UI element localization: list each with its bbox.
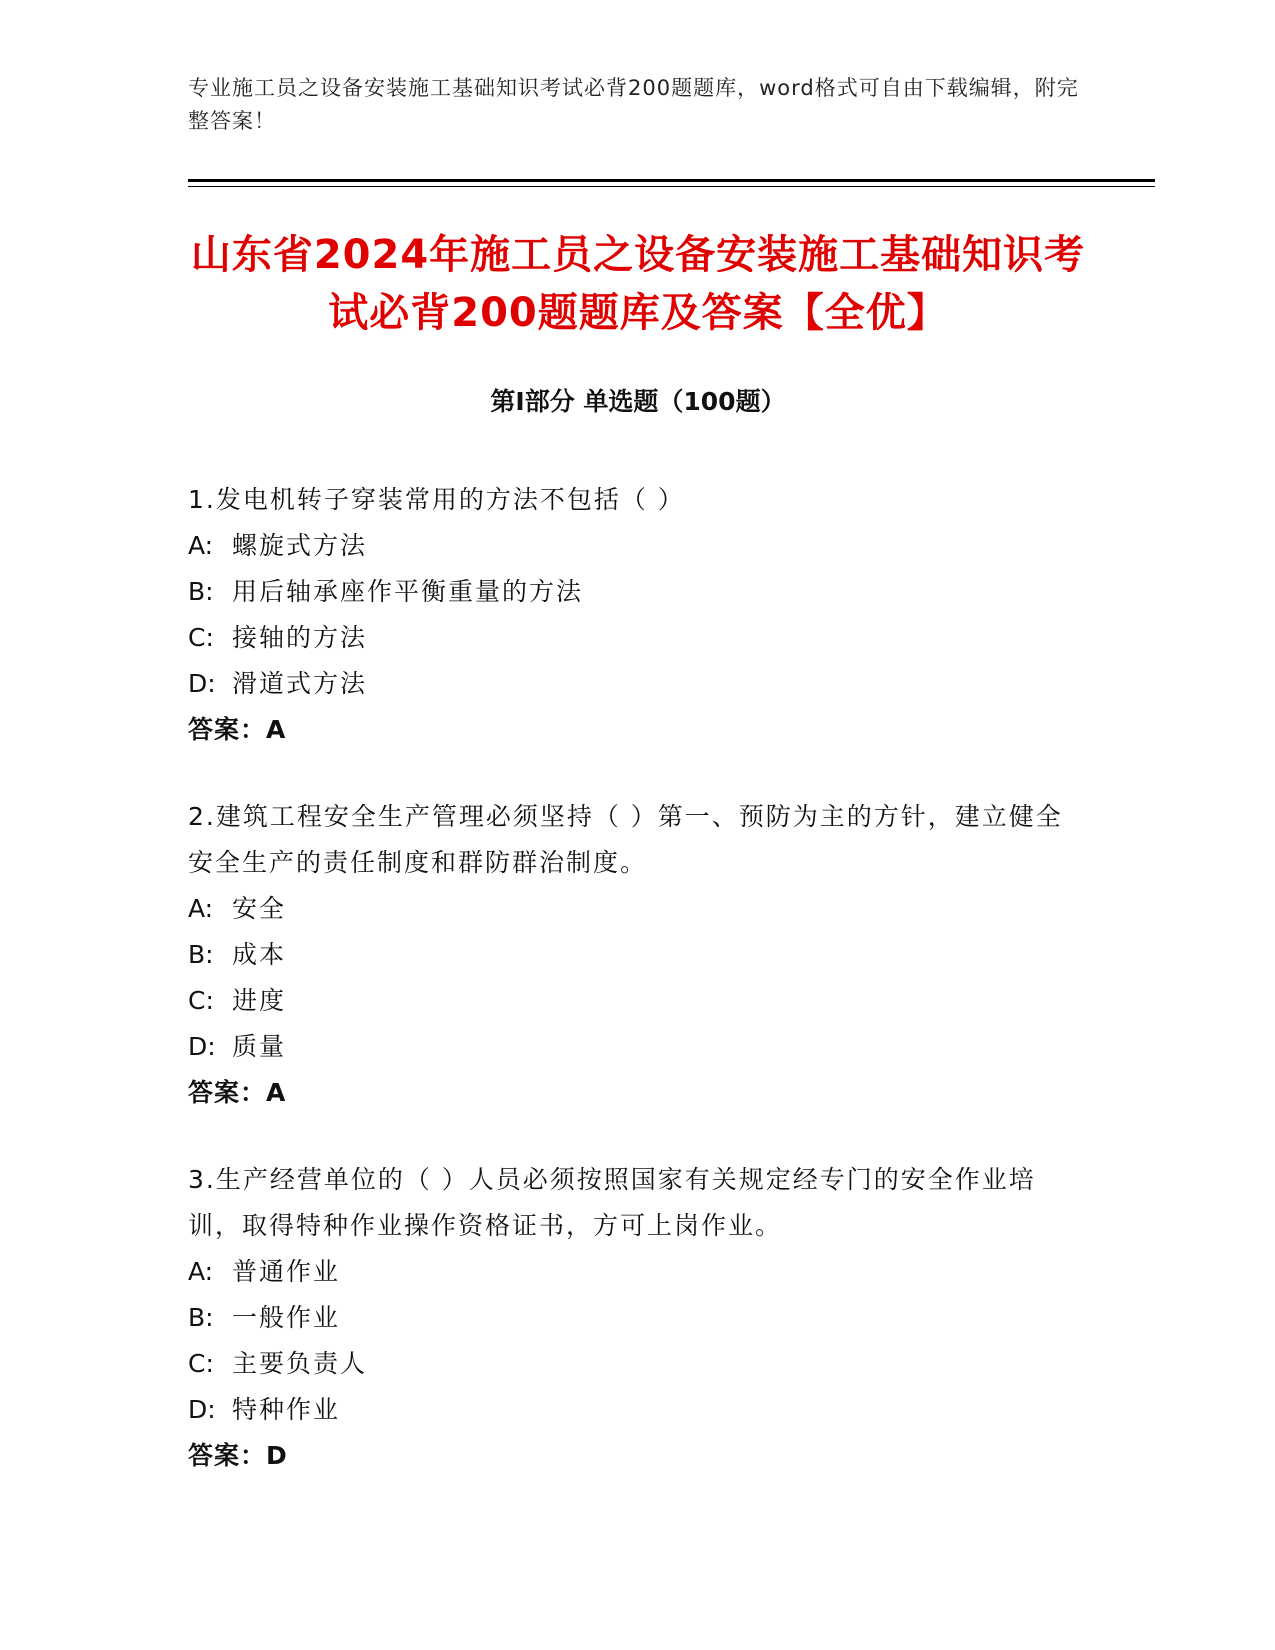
option-key: C: <box>188 986 214 1015</box>
option-key: A: <box>188 531 214 560</box>
option-text: 螺旋式方法 <box>232 531 368 560</box>
option-text: 质量 <box>232 1032 287 1061</box>
option-key: B: <box>188 1303 214 1332</box>
section-heading: 第I部分 单选题（100题） <box>490 387 786 416</box>
option-key: D: <box>188 669 216 698</box>
question-stem: 3.生产经营单位的（ ）人员必须按照国家有关规定经专门的安全作业培训，取得特种作业操作资格证书，方可上岗作业。 <box>188 1165 1036 1240</box>
option-key: C: <box>188 1349 214 1378</box>
option-text: 成本 <box>232 940 287 969</box>
option-key: A: <box>188 1257 214 1286</box>
option-a <box>188 1249 1088 1295</box>
option-key: B: <box>188 577 214 606</box>
option-b <box>188 932 1088 978</box>
option-text: 安全 <box>232 894 287 923</box>
option-text: 用后轴承座作平衡重量的方法 <box>232 577 584 606</box>
option-key: D: <box>188 1395 216 1424</box>
option-b <box>188 569 1088 615</box>
option-c <box>188 978 1088 1024</box>
option-key: C: <box>188 623 214 652</box>
question-stem: 1.发电机转子穿装常用的方法不包括（ ） <box>188 485 685 514</box>
question-3 <box>188 1157 1088 1479</box>
option-text: 主要负责人 <box>232 1349 368 1378</box>
question-1 <box>188 477 1088 753</box>
answer-line: 答案：A <box>188 1078 287 1107</box>
header-note: 专业施工员之设备安装施工基础知识考试必背200题题库，word格式可自由下载编辑，附完整答案！ <box>188 76 1079 133</box>
option-c <box>188 1341 1088 1387</box>
option-text: 特种作业 <box>232 1395 341 1424</box>
question-list <box>188 477 1088 1520</box>
option-text: 一般作业 <box>232 1303 341 1332</box>
question-stem: 2.建筑工程安全生产管理必须坚持（ ）第一、预防为主的方针，建立健全安全生产的责任制度和群防群治制度。 <box>188 802 1063 877</box>
header-rule-thick <box>188 179 1155 182</box>
option-a <box>188 523 1088 569</box>
document-title: 山东省2024年施工员之设备安装施工基础知识考试必背200题题库及答案【全优】 <box>190 232 1086 336</box>
answer-line: 答案：A <box>188 715 287 744</box>
option-key: A: <box>188 894 214 923</box>
answer-line: 答案：D <box>188 1441 288 1470</box>
option-text: 普通作业 <box>232 1257 341 1286</box>
option-d <box>188 1024 1088 1070</box>
option-text: 滑道式方法 <box>232 669 368 698</box>
option-d <box>188 1387 1088 1433</box>
option-key: D: <box>188 1032 216 1061</box>
option-c <box>188 615 1088 661</box>
option-d <box>188 661 1088 707</box>
question-2 <box>188 794 1088 1116</box>
option-b <box>188 1295 1088 1341</box>
option-text: 进度 <box>232 986 287 1015</box>
option-text: 接轴的方法 <box>232 623 368 652</box>
option-a <box>188 886 1088 932</box>
header-rule-thin <box>188 186 1155 187</box>
option-key: B: <box>188 940 214 969</box>
